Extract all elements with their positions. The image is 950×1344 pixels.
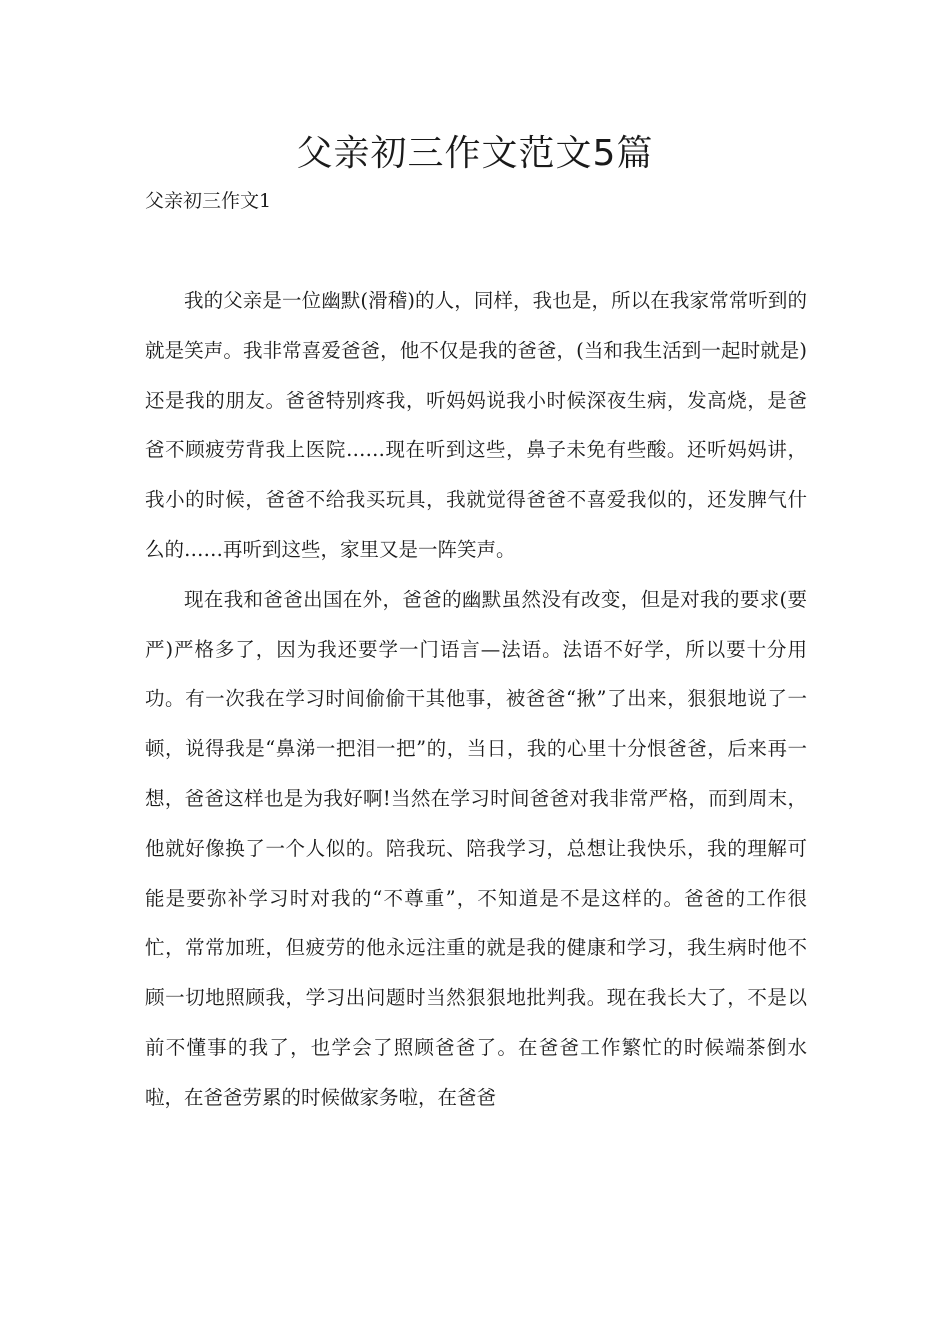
section-heading: 父亲初三作文1: [145, 190, 272, 212]
paragraph: 我的父亲是一位幽默(滑稽)的人，同样，我也是，所以在我家常常听到的就是笑声。我非常喜爱爸爸，他不仅是我的爸爸，(当和我生活到一起时就是)还是我的朋友。爸爸特别疼我，听妈妈说我小时候深夜生病，发高烧，是爸爸不顾疲劳背我上医院……现在听到这些，鼻子未免有些酸。还听妈妈讲，我小的时候，爸爸不给我买玩具，我就觉得爸爸不喜爱我似的，还发脾气什么的……再听到这些，家里又是一阵笑声。: [145, 289, 807, 561]
document-body: [145, 276, 807, 1123]
paragraph: 现在我和爸爸出国在外，爸爸的幽默虽然没有改变，但是对我的要求(要严)严格多了，因为我还要学一门语言—法语。法语不好学，所以要十分用功。有一次我在学习时间偷偷干其他事，被爸爸“揪”了出来，狠狠地说了一顿，说得我是“鼻涕一把泪一把”的，当日，我的心里十分恨爸爸，后来再一想，爸爸这样也是为我好啊!当然在学习时间爸爸对我非常严格，而到周末，他就好像换了一个人似的。陪我玩、陪我学习，总想让我快乐，我的理解可能是要弥补学习时对我的“不尊重”，不知道是不是这样的。爸爸的工作很忙，常常加班，但疲劳的他永远注重的就是我的健康和学习，我生病时他不顾一切地照顾我，学习出问题时当然狠狠地批判我。现在我长大了，不是以前不懂事的我了，也学会了照顾爸爸了。在爸爸工作繁忙的时候端茶倒水啦，在爸爸劳累的时候做家务啦，在爸爸: [145, 587, 807, 1109]
document-title: 父亲初三作文范文5篇: [296, 133, 654, 174]
